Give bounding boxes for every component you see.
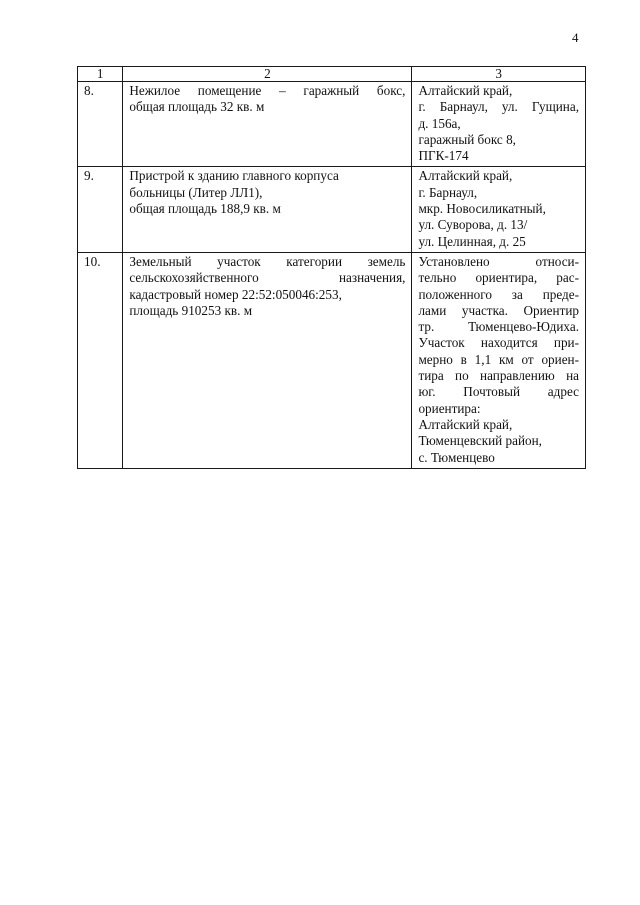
address-line: Тюменцевский район, xyxy=(418,433,542,449)
description-line: больницы (Литер ЛЛ1), xyxy=(129,184,263,200)
object-address xyxy=(412,167,586,252)
object-description xyxy=(123,252,412,468)
address-line: с. Тюменцево xyxy=(418,449,495,465)
description-line: сельскохозяйственного назначения, xyxy=(129,270,406,286)
address-line: ул. Суворова, д. 13/ xyxy=(418,217,528,233)
address-line: мкр. Новосиликатный, xyxy=(418,201,546,217)
address-line: лами участка. Ориентир xyxy=(418,302,579,318)
address-line: Алтайский край, xyxy=(418,168,513,184)
address-line: ориентира: xyxy=(418,400,481,416)
page-number: 4 xyxy=(572,30,579,45)
address-line: Установлено относи- xyxy=(418,253,579,269)
description-line: общая площадь 188,9 кв. м xyxy=(129,201,281,217)
address-line: тельно ориентира, рас- xyxy=(418,270,579,286)
row-number: 9. xyxy=(78,167,123,252)
address-line: положенного за преде- xyxy=(418,286,579,302)
header-col-3: 3 xyxy=(412,67,586,82)
address-line: тира по направлению на xyxy=(418,368,579,384)
address-line: ПГК-174 xyxy=(418,148,469,164)
description-line: площадь 910253 кв. м xyxy=(129,302,253,318)
address-line: юг. Почтовый адрес xyxy=(418,384,579,400)
table-header-row xyxy=(78,67,586,82)
description-line: Пристрой к зданию главного корпуса xyxy=(129,168,339,184)
table-row xyxy=(78,82,586,167)
object-description xyxy=(123,167,412,252)
address-line: гаражный бокс 8, xyxy=(418,131,516,147)
property-table xyxy=(77,66,586,469)
description-line: кадастровый номер 22:52:050046:253, xyxy=(129,286,342,302)
table-row xyxy=(78,252,586,468)
address-line: г. Барнаул, ул. Гущина, xyxy=(418,99,579,115)
description-line: общая площадь 32 кв. м xyxy=(129,99,265,115)
table-row xyxy=(78,167,586,252)
address-line: Участок находится при- xyxy=(418,335,579,351)
address-line: г. Барнаул, xyxy=(418,184,478,200)
row-number: 10. xyxy=(78,252,123,468)
description-line: Нежилое помещение – гаражный бокс, xyxy=(129,83,406,98)
address-line: тр. Тюменцево-Юдиха. xyxy=(418,319,579,335)
object-address xyxy=(412,82,586,167)
object-description xyxy=(123,82,412,167)
description-line: Земельный участок категории земель xyxy=(129,253,406,269)
header-col-1: 1 xyxy=(78,67,123,82)
address-line: ул. Целинная, д. 25 xyxy=(418,233,526,249)
object-address xyxy=(412,252,586,468)
header-col-2: 2 xyxy=(123,67,412,82)
address-line: Алтайский край, xyxy=(418,416,513,432)
row-number: 8. xyxy=(78,82,123,167)
address-line: д. 156а, xyxy=(418,115,461,131)
address-line: мерно в 1,1 км от ориен- xyxy=(418,351,579,367)
address-line: Алтайский край, xyxy=(418,83,513,98)
